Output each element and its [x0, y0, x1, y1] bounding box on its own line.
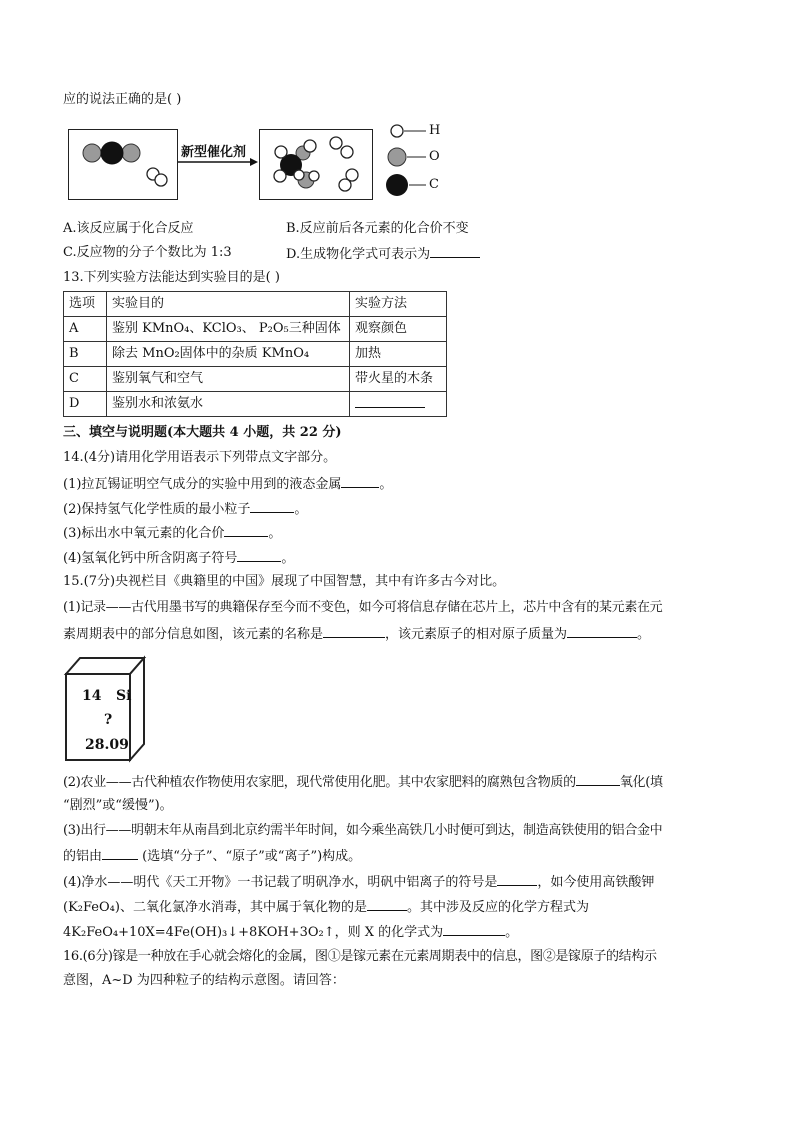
- q14-item-3: (3)标出水中氧元素的化合价 。: [63, 523, 281, 543]
- option-c: C.反应物的分子个数比为 1:3: [63, 245, 232, 260]
- legend-o-label: O: [429, 149, 440, 164]
- q15-p4-line1: [63, 872, 654, 892]
- legend-h-label: H: [429, 123, 441, 138]
- answer-blank[interactable]: [367, 897, 407, 911]
- q15-p1-line2a: 素周期表中的部分信息如图，该元素的名称是: [63, 627, 324, 642]
- q14-item-2: (2)保持氢气化学性质的最小粒子 。: [63, 499, 307, 519]
- q16-line1: 16.(6分)镓是一种放在手心就会熔化的金属，图①是镓元素在元素周期表中的信息，图②是镓原子的结构示: [63, 949, 657, 964]
- q15-p2-line1b: 氧化(填: [619, 775, 663, 790]
- legend-c-label: C: [429, 177, 439, 192]
- question-12-tail: 应的说法正确的是( ): [63, 92, 182, 107]
- q15-p2-line2: “剧烈”或“缓慢”)。: [63, 798, 173, 813]
- q15-p3-line2b: (选填“分子”、“原子”或“离子”)构成。: [142, 849, 362, 864]
- q16-line2: 意图，A~D 为四种粒子的结构示意图。请回答：: [63, 973, 345, 988]
- row-b-purpose: 除去 MnO₂固体中的杂质 KMnO₄: [107, 342, 350, 367]
- q14-item-1: (1)拉瓦锡证明空气成分的实验中用到的液态金属 。: [63, 474, 392, 494]
- answer-blank[interactable]: [102, 846, 138, 860]
- row-a-option: A: [64, 317, 107, 342]
- header-purpose: 实验目的: [107, 292, 350, 317]
- option-d-text: D.生成物化学式可表示为: [286, 247, 431, 262]
- question-14-stem: 14.(4分)请用化学用语表示下列带点文字部分。: [63, 450, 337, 465]
- answer-blank[interactable]: [576, 772, 620, 786]
- option-b: B.反应前后各元素的化合价不变: [286, 221, 469, 236]
- q15-p4-line2b: 。其中涉及反应的化学方程式为: [406, 900, 589, 915]
- row-d-purpose: 鉴别水和浓氨水: [107, 392, 350, 417]
- row-a-purpose: 鉴别 KMnO₄、KClO₃、 P₂O₅三种固体: [107, 317, 350, 342]
- q15-p1-line1: (1)记录——古代用墨书写的典籍保存至今而不变色，如今可将信息存储在芯片上，芯片中含有的某元素在元: [63, 600, 663, 615]
- q15-p4-line3: [63, 922, 518, 942]
- section-title: 三、填空与说明题(本大题共 4 小题，共 22 分): [63, 425, 342, 440]
- q14-item-2-text: (2)保持氢气化学性质的最小粒子: [63, 502, 251, 517]
- element-name: ?: [104, 712, 113, 728]
- q15-p4-line3b: 。: [505, 925, 519, 940]
- q15-p3-line2a: 的铝由: [63, 849, 103, 864]
- catalyst-label: 新型催化剂: [181, 145, 247, 160]
- element-mass: 28.09: [85, 737, 129, 753]
- row-b-option: B: [64, 342, 107, 367]
- q15-p3-line1: (3)出行——明朝末年从南昌到北京约需半年时间，如今乘坐高铁几小时便可到达，制造高铁使用的铝合金中: [63, 823, 663, 838]
- element-number: 14: [82, 688, 102, 704]
- answer-blank[interactable]: [497, 872, 537, 886]
- q14-item-4: (4)氢氧化钙中所含阴离子符号 。: [63, 548, 294, 568]
- row-a-method: 观察颜色: [350, 317, 447, 342]
- answer-blank[interactable]: [443, 922, 505, 936]
- option-a: A.该反应属于化合反应: [63, 221, 194, 236]
- q15-p4-line1a: (4)净水——明代《天工开物》一书记载了明矾净水，明矾中铝离子的符号是: [63, 875, 498, 890]
- question-15-stem: 15.(7分)央视栏目《典籍里的中国》展现了中国智慧，其中有许多古今对比。: [63, 574, 506, 589]
- q14-item-1-text: (1)拉瓦锡证明空气成分的实验中用到的液态金属: [63, 477, 342, 492]
- row-b-method: 加热: [350, 342, 447, 367]
- row-d-option: D: [64, 392, 107, 417]
- element-symbol: Si: [116, 688, 132, 704]
- row-c-option: C: [64, 367, 107, 392]
- row-c-purpose: 鉴别氧气和空气: [107, 367, 350, 392]
- q15-p4-line2a: (K₂FeO₄)、二氧化氯净水消毒，其中属于氧化物的是: [63, 900, 367, 915]
- q15-p1-line2: 素周期表中的部分信息如图，该元素的名称是 ，该元素原子的相对原子质量为 。: [63, 624, 650, 644]
- q15-p4-line1b: ，如今使用高铁酸钾: [537, 875, 655, 890]
- question-13-stem: 13.下列实验方法能达到实验目的是( ): [63, 270, 280, 285]
- q15-p2-line1a: (2)农业——古代种植农作物使用农家肥，现代常使用化肥。其中农家肥料的腐熟包含物质的: [63, 775, 576, 790]
- header-option: 选项: [64, 292, 107, 317]
- row-c-method: 带火星的木条: [350, 367, 447, 392]
- q15-p3-line2: [63, 846, 361, 866]
- q15-p4-line2: [63, 897, 589, 917]
- q15-p4-line3a: 4K₂FeO₄+10X=4Fe(OH)₃↓+8KOH+3O₂↑，则 X 的化学式为: [63, 925, 444, 940]
- q15-p1-line2b: ，该元素原子的相对原子质量为: [385, 627, 568, 642]
- q14-item-3-text: (3)标出水中氧元素的化合价: [63, 526, 225, 541]
- q15-p2-line1: [63, 772, 663, 792]
- header-method: 实验方法: [350, 292, 447, 317]
- q14-item-4-text: (4)氢氧化钙中所含阴离子符号: [63, 551, 238, 566]
